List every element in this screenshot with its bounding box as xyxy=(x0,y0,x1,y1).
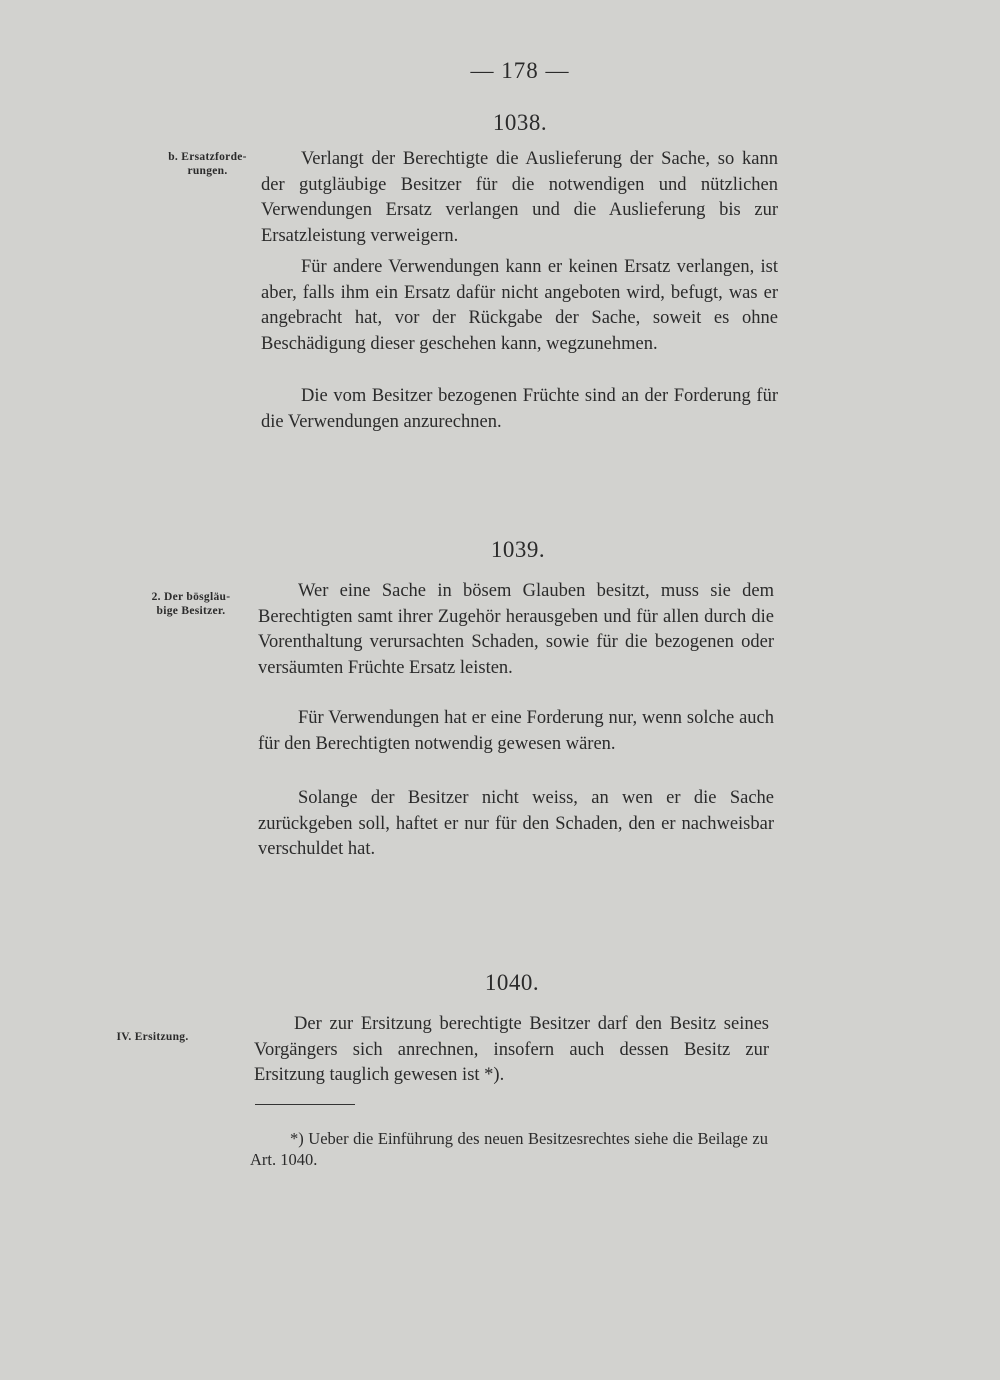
article-number-1040: 1040. xyxy=(484,970,540,995)
article-1038-paragraph-1: Verlangt der Berechtigte die Auslieferung der Sache, so kann der gutgläubige Besitzer für die notwendigen und nützlichen Verwendungen Ersatz verlangen und die Auslieferung bis zur Ersatzleistung verweigern. xyxy=(261,149,778,247)
article-1038-paragraph-3: Die vom Besitzer bezogenen Früchte sind an der Forderung für die Verwendungen anzurechnen. xyxy=(261,386,778,432)
article-1039-paragraph-2: Für Verwendungen hat er eine Forderung nur, wenn solche auch für den Berechtigten notwendig gewesen wären. xyxy=(258,708,774,754)
article-number-1039: 1039. xyxy=(490,537,546,562)
article-number-1038: 1038. xyxy=(492,110,548,135)
article-1040-paragraph-1: Der zur Ersitzung berechtigte Besitzer darf den Besitz seines Vorgängers sich anrechnen, insofern auch dessen Besitz zur Ersitzung tauglich gewesen ist *). xyxy=(254,1014,769,1086)
article-1039-paragraph-3: Solange der Besitzer nicht weiss, an wen er die Sache zurückgeben soll, haftet er nur für den Schaden, den er nachweisbar verschuldet hat. xyxy=(258,788,774,860)
margin-note-ersatzforderungen: b. Ersatzforde- rungen. xyxy=(168,151,247,177)
article-1038-paragraph-2: Für andere Verwendungen kann er keinen Ersatz verlangen, ist aber, falls ihm ein Ersatz dafür nicht angeboten wird, befugt, was er angebracht hat, vor der Rückgabe der Sache, soweit es ohne Beschädigung dieser geschehen kann, wegzunehmen. xyxy=(261,257,778,355)
footnote: *) Ueber die Einführung des neuen Besitzesrechtes siehe die Beilage zu Art. 1040. xyxy=(250,1129,768,1169)
margin-note-ersitzung: IV. Ersitzung. xyxy=(116,1031,189,1043)
margin-note-boesglaeubiger-besitzer: 2. Der bösgläu- bige Besitzer. xyxy=(151,591,231,617)
footnote-separator xyxy=(255,1104,355,1105)
article-1039-paragraph-1: Wer eine Sache in bösem Glauben besitzt, muss sie dem Berechtigten samt ihrer Zugehör herausgeben und für allen durch die Vorenthaltung verursachten Schaden, sowie für die bezogenen oder versäumten Früchte Ersatz leisten. xyxy=(258,581,774,679)
page-number: — 178 — xyxy=(470,58,570,83)
